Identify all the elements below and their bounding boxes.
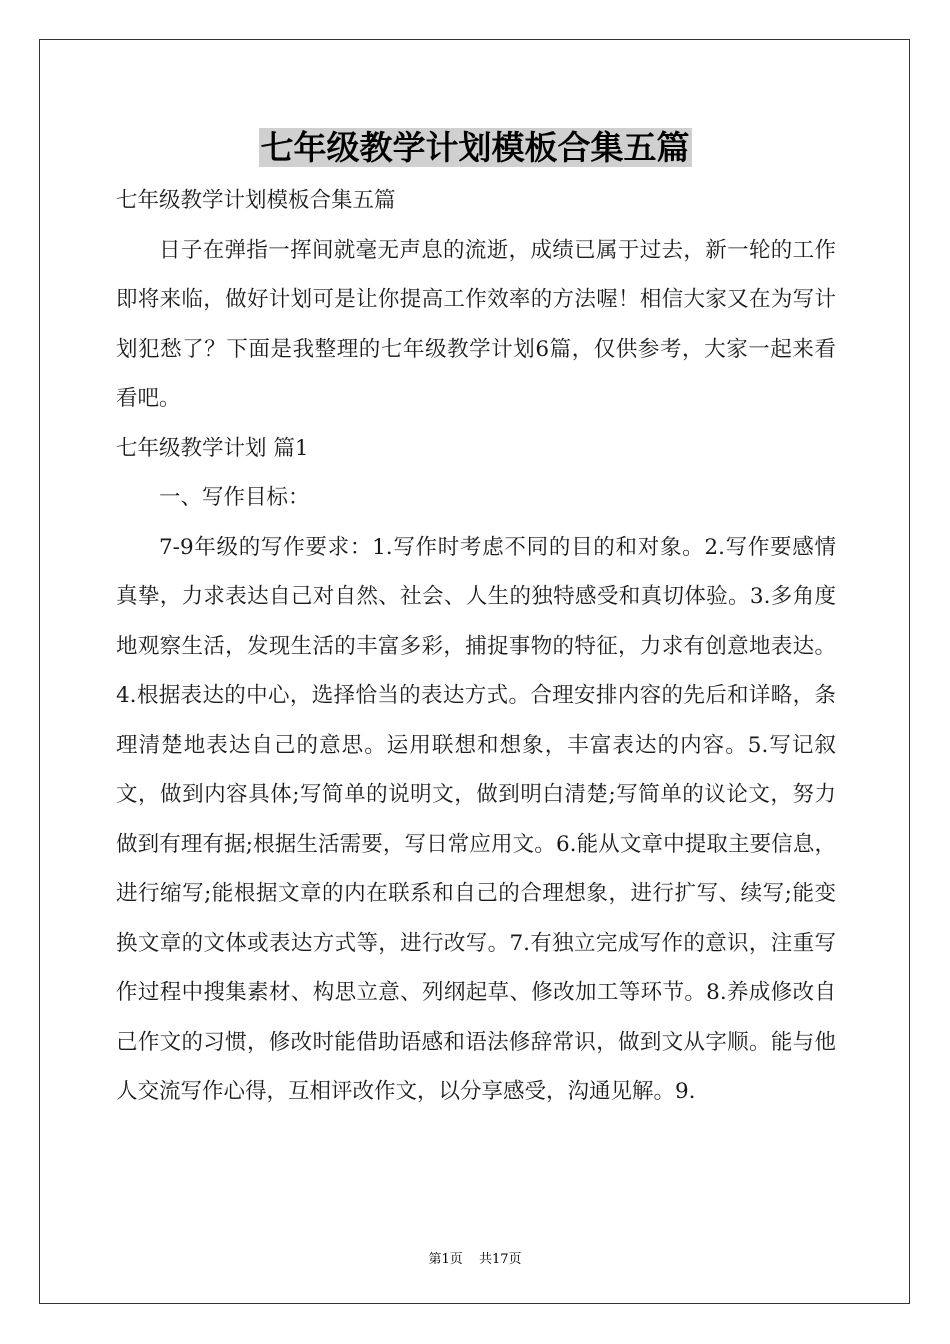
paragraph-writing-goal-heading: 一、写作目标： bbox=[159, 485, 310, 510]
paragraph-section-heading: 七年级教学计划 篇1 bbox=[116, 435, 309, 461]
page-footer bbox=[0, 1248, 950, 1267]
paragraph-intro: 日子在弹指一挥间就毫无声息的流逝，成绩已属于过去，新一轮的工作即将来临，做好计划可是让你提高工作效率的方法喔！相信大家又在为写计划犯愁了？下面是我整理的七年级教学计划6篇，仅供参考，大家一起来看看吧。 bbox=[116, 237, 836, 411]
page-total: 共17页 bbox=[478, 1252, 522, 1267]
document-body bbox=[116, 176, 836, 1117]
document-title-text: 七年级教学计划模板合集五篇 bbox=[260, 128, 690, 167]
paragraph-subtitle: 七年级教学计划模板合集五篇 bbox=[116, 188, 396, 213]
document-title bbox=[0, 126, 950, 170]
paragraph-writing-requirements: 7-9年级的写作要求：1.写作时考虑不同的目的和对象。2.写作要感情真挚，力求表达自己对自然、社会、人生的独特感受和真切体验。3.多角度地观察生活，发现生活的丰富多彩，捕捉事物的特征，力求有创意地表达。4.根据表达的中心，选择恰当的表达方式。合理安排内容的先后和详略，条理清楚地表达自己的意思。运用联想和想象，丰富表达的内容。5.写记叙文，做到内容具体;写简单的说明文，做到明白清楚;写简单的议论文，努力做到有理有据;根据生活需要，写日常应用文。6.能从文章中提取主要信息，进行缩写;能根据文章的内在联系和自己的合理想象，进行扩写、续写;能变换文章的文体或表达方式等，进行改写。7.有独立完成写作的意识，注重写作过程中搜集素材、构思立意、列纲起草、修改加工等环节。8.养成修改自己作文的习惯，修改时能借助语感和语法修辞常识，做到文从字顺。能与他人交流写作心得，互相评改作文，以分享感受，沟通见解。9. bbox=[116, 534, 836, 1104]
page-number: 第1页 bbox=[428, 1252, 463, 1267]
